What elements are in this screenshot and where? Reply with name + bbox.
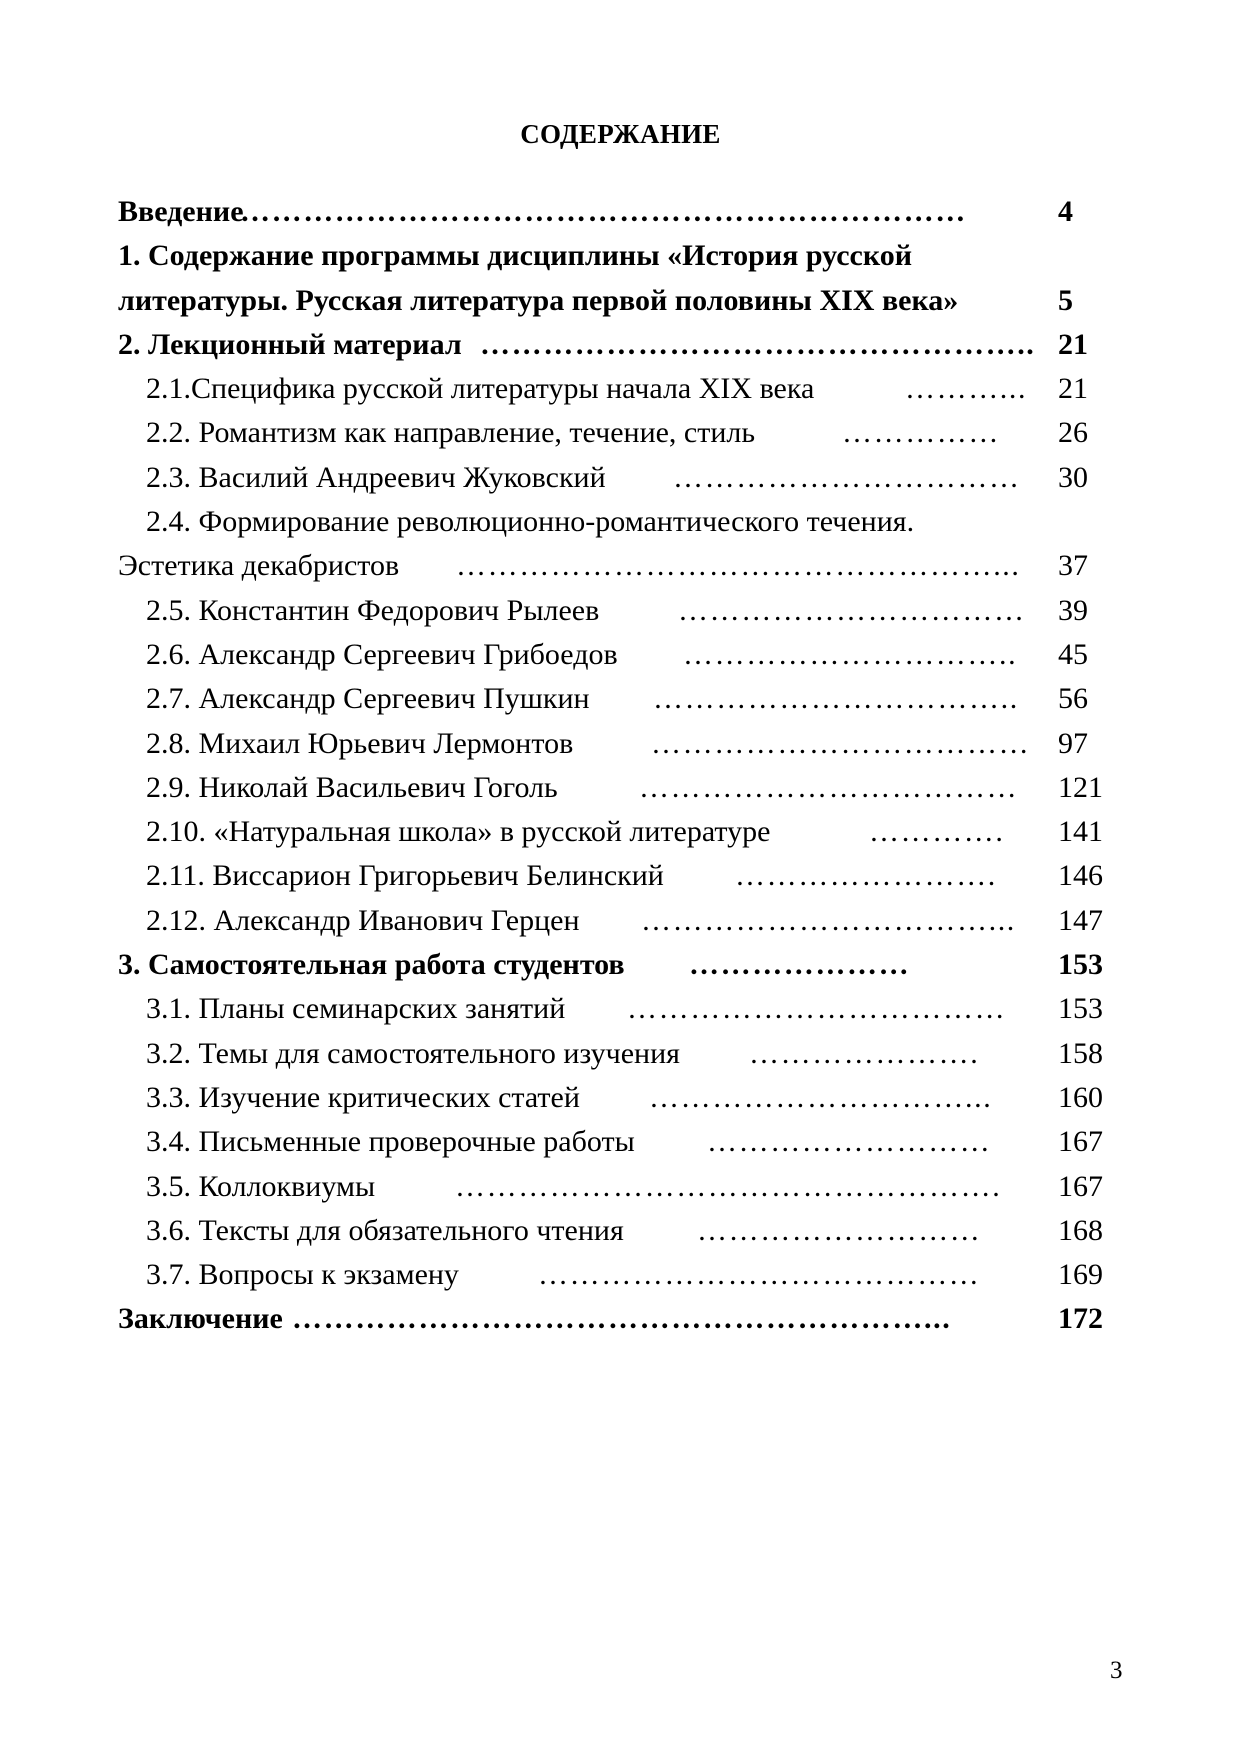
toc-entry-label: 3.1. Планы семинарских занятий [146, 992, 566, 1026]
toc-entry-label: 3.5. Коллоквиумы [146, 1169, 376, 1203]
toc-leader: …………. [869, 815, 1005, 849]
toc-entry-conclusion [118, 1297, 1113, 1341]
toc-page-number: 158 [1058, 1036, 1103, 1070]
toc-page-number: 37 [1058, 549, 1088, 583]
toc-entry-label: Заключение [118, 1302, 283, 1336]
toc-leader: …………………. [749, 1036, 980, 1070]
toc-entry-3-7 [118, 1253, 1113, 1297]
toc-entry-label: 3.6. Тексты для обязательного чтения [146, 1213, 624, 1247]
toc-entry-label: 2.11. Виссарион Григорьевич Белинский [146, 859, 664, 893]
toc-page-number: 30 [1058, 460, 1088, 494]
toc-entry-label: 2.1.Специфика русской литературы начала XIX века [146, 372, 815, 406]
toc-page-number: 121 [1058, 770, 1103, 804]
toc-entry-label: 2.2. Романтизм как направление, течение, стиль [146, 416, 756, 450]
toc-page-number: 39 [1058, 593, 1088, 627]
toc-leader: …………………………………………………………… [240, 195, 967, 228]
toc-leader: ……………………………………………………... [292, 1302, 952, 1336]
toc-entry-introduction [118, 190, 1113, 234]
toc-leader: …………………………… [673, 460, 1021, 494]
toc-leader: ……………………………… [639, 770, 1019, 804]
toc-page-number: 147 [1058, 903, 1103, 937]
toc-leader: ……………………………... [641, 903, 1016, 937]
toc-entry-label: 2.6. Александр Сергеевич Грибоедов [146, 637, 618, 671]
toc-leader: ………………………….. [683, 637, 1018, 671]
toc-entry-3-6 [118, 1209, 1113, 1253]
toc-entry-label: 2.12. Александр Иванович Герцен [146, 903, 580, 937]
toc-entry-label: 3.3. Изучение критических статей [146, 1080, 580, 1114]
toc-entry-2-9 [118, 766, 1113, 810]
toc-leader: ………... [905, 372, 1028, 406]
toc-entry-2-2 [118, 411, 1113, 455]
toc-leader: ……………………………………………... [456, 549, 1021, 583]
toc-leader: ……………………… [697, 1213, 982, 1247]
toc-leader: …………………………… [678, 593, 1026, 627]
toc-entry-label: 3.4. Письменные проверочные работы [146, 1125, 635, 1159]
toc-page-number: 45 [1058, 637, 1088, 671]
toc-entry-label: 1. Содержание программы дисциплины «История русской [118, 239, 913, 273]
toc-leader: ……………………. [735, 859, 997, 893]
toc-leader: …………………………………… [538, 1258, 981, 1292]
toc-entry-2-5 [118, 589, 1113, 633]
toc-entry-section-1-line-2 [118, 279, 1113, 323]
toc-page-number: 21 [1058, 372, 1088, 406]
toc-entry-2-1 [118, 367, 1113, 411]
toc-leader: …………………………... [649, 1080, 993, 1114]
toc-entry-3-3 [118, 1076, 1113, 1120]
toc-entry-2-3 [118, 456, 1113, 500]
toc-page-number: 160 [1058, 1080, 1103, 1114]
toc-entry-label: 2. Лекционный материал [118, 327, 462, 361]
toc-entry-label: Введение [118, 195, 244, 228]
toc-entry-label: 2.10. «Натуральная школа» в русской литературе [146, 815, 771, 849]
toc-entry-3-1 [118, 987, 1113, 1031]
toc-entry-section-3 [118, 943, 1113, 987]
toc-page-number: 167 [1058, 1125, 1103, 1159]
table-of-contents [118, 190, 1113, 1342]
toc-entry-label: 3.7. Вопросы к экзамену [146, 1258, 459, 1292]
toc-leader: …………… [842, 416, 1000, 450]
toc-page-number: 141 [1058, 815, 1103, 849]
toc-entry-label: Эстетика декабристов [118, 549, 400, 583]
toc-entry-2-12 [118, 899, 1113, 943]
toc-entry-3-5 [118, 1165, 1113, 1209]
toc-page-number: 153 [1058, 948, 1103, 982]
toc-page-number: 97 [1058, 726, 1088, 760]
toc-entry-label: 2.3. Василий Андреевич Жуковский [146, 460, 606, 494]
toc-leader: …………………………………………….. [480, 327, 1036, 361]
toc-page-number: 168 [1058, 1213, 1103, 1247]
toc-entry-label: 2.4. Формирование революционно-романтического течения. [146, 505, 915, 539]
toc-page-number: 167 [1058, 1169, 1103, 1203]
toc-leader: ……………………………… [627, 992, 1007, 1026]
toc-leader: ……………………………………………. [455, 1169, 1002, 1203]
toc-page-number: 21 [1058, 327, 1088, 361]
toc-entry-label: 2.9. Николай Васильевич Гоголь [146, 770, 558, 804]
toc-entry-2-11 [118, 854, 1113, 898]
toc-entry-2-10 [118, 810, 1113, 854]
toc-entry-section-2 [118, 323, 1113, 367]
toc-page-number: 169 [1058, 1258, 1103, 1292]
toc-entry-2-6 [118, 633, 1113, 677]
toc-page-number: 56 [1058, 682, 1088, 716]
toc-page-number: 5 [1058, 283, 1073, 317]
toc-leader: ……………………………… [651, 726, 1031, 760]
toc-entry-3-4 [118, 1120, 1113, 1164]
toc-page-number: 146 [1058, 859, 1103, 893]
toc-page-number: 26 [1058, 416, 1088, 450]
toc-entry-2-4-line-1 [118, 500, 1113, 544]
toc-entry-3-2 [118, 1032, 1113, 1076]
toc-entry-section-1-line-1 [118, 234, 1113, 278]
toc-entry-2-8 [118, 722, 1113, 766]
toc-entry-label: 2.7. Александр Сергеевич Пушкин [146, 682, 590, 716]
toc-page-number: 172 [1058, 1302, 1103, 1336]
toc-entry-2-4-line-2 [118, 544, 1113, 588]
toc-entry-label: 3.2. Темы для самостоятельного изучения [146, 1036, 680, 1070]
toc-page-number: 4 [1058, 195, 1073, 228]
toc-leader: ………………… [689, 948, 911, 982]
toc-entry-label: 2.5. Константин Федорович Рылеев [146, 593, 600, 627]
toc-entry-label: 2.8. Михаил Юрьевич Лермонтов [146, 726, 574, 760]
toc-entry-label: 3. Самостоятельная работа студентов [118, 948, 625, 982]
toc-entry-2-7 [118, 677, 1113, 721]
toc-page-number: 153 [1058, 992, 1103, 1026]
toc-leader: ……………………… [707, 1125, 992, 1159]
toc-entry-label: литературы. Русская литература первой половины XIX века» [118, 283, 959, 317]
footer-page-number: 3 [1110, 1657, 1123, 1684]
page-title: СОДЕРЖАНИЕ [520, 119, 721, 149]
toc-leader: …………………………….. [653, 682, 1019, 716]
